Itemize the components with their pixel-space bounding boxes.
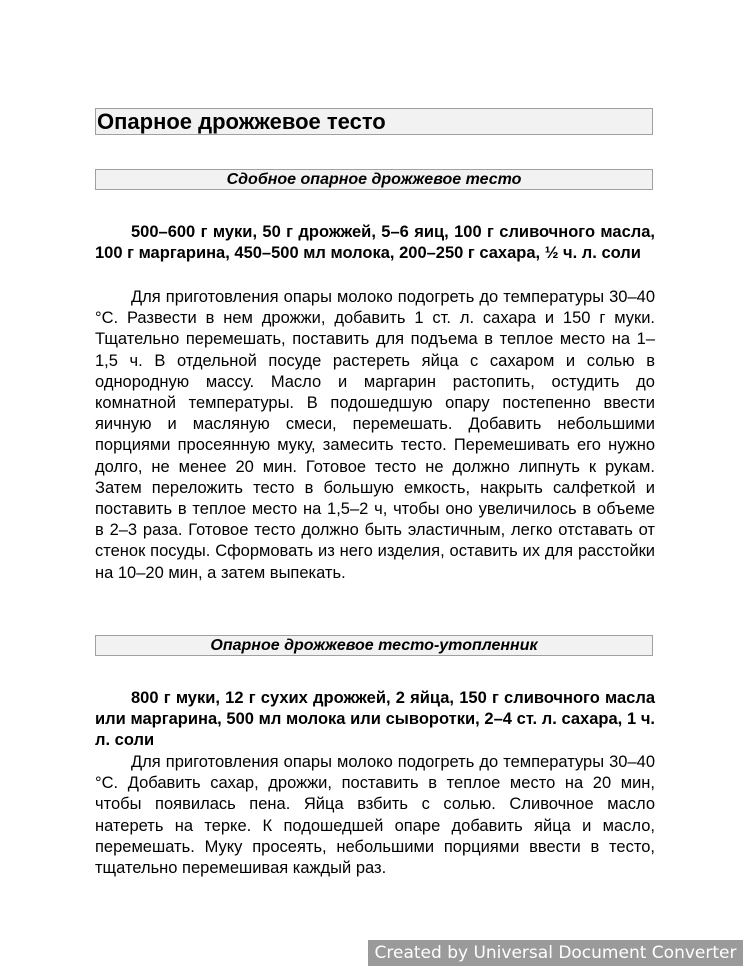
recipe-ingredients: 800 г муки, 12 г сухих дрожжей, 2 яйца, 150 г сливочного масла или маргарина, 500 мл молока или сыворотки, 2–4 ст. л. сахара, 1 ч. л. соли <box>95 689 655 749</box>
converter-watermark: Created by Universal Document Converter <box>368 940 743 966</box>
recipe-ingredients: 500–600 г муки, 50 г дрожжей, 5–6 яиц, 100 г сливочного масла, 100 г маргарина, 450–500 мл молока, 200–250 г сахара, ½ ч. л. соли <box>95 223 655 262</box>
chapter-title: Опарное дрожжевое тесто <box>95 108 653 135</box>
recipe-title: Сдобное опарное дрожжевое тесто <box>95 169 653 190</box>
recipe-instructions: Для приготовления опары молоко подогреть до температуры 30–40 °С. Развести в нем дрожжи, добавить 1 ст. л. сахара и 150 г муки. Тщательно перемешать, поставить для подъема в теплое место на 1–1,5 ч. В отдельной посуде растереть яйца с сахаром и солью в однородную массу. Масло и маргарин растопить, остудить до комнатной температуры. В подошедшую опару постепенно ввести яичную и масляную смеси, перемешать. Добавить небольшими порциями просеянную муку, замесить тесто. Перемешивать его нужно долго, не менее 20 мин. Готовое тесто не должно липнуть к рукам. Затем переложить тесто в большую емкость, накрыть салфеткой и поставить в теплое место на 1,5–2 ч, чтобы оно увеличилось в объеме в 2–3 раза. Готовое тесто должно быть эластичным, легко отставать от стенок посуды. Сформовать из него изделия, оставить их для расстойки на 10–20 мин, а затем выпекать. <box>95 288 655 582</box>
recipe-instructions: Для приготовления опары молоко подогреть до температуры 30–40 °С. Добавить сахар, дрожжи, поставить в теплое место на 20 мин, чтобы появилась пена. Яйца взбить с солью. Сливочное масло натереть на терке. К подошедшей опаре добавить яйца и масло, перемешать. Муку просеять, небольшими порциями ввести в тесто, тщательно перемешивая каждый раз. <box>95 753 655 878</box>
recipe-title: Опарное дрожжевое тесто-утопленник <box>95 635 653 656</box>
